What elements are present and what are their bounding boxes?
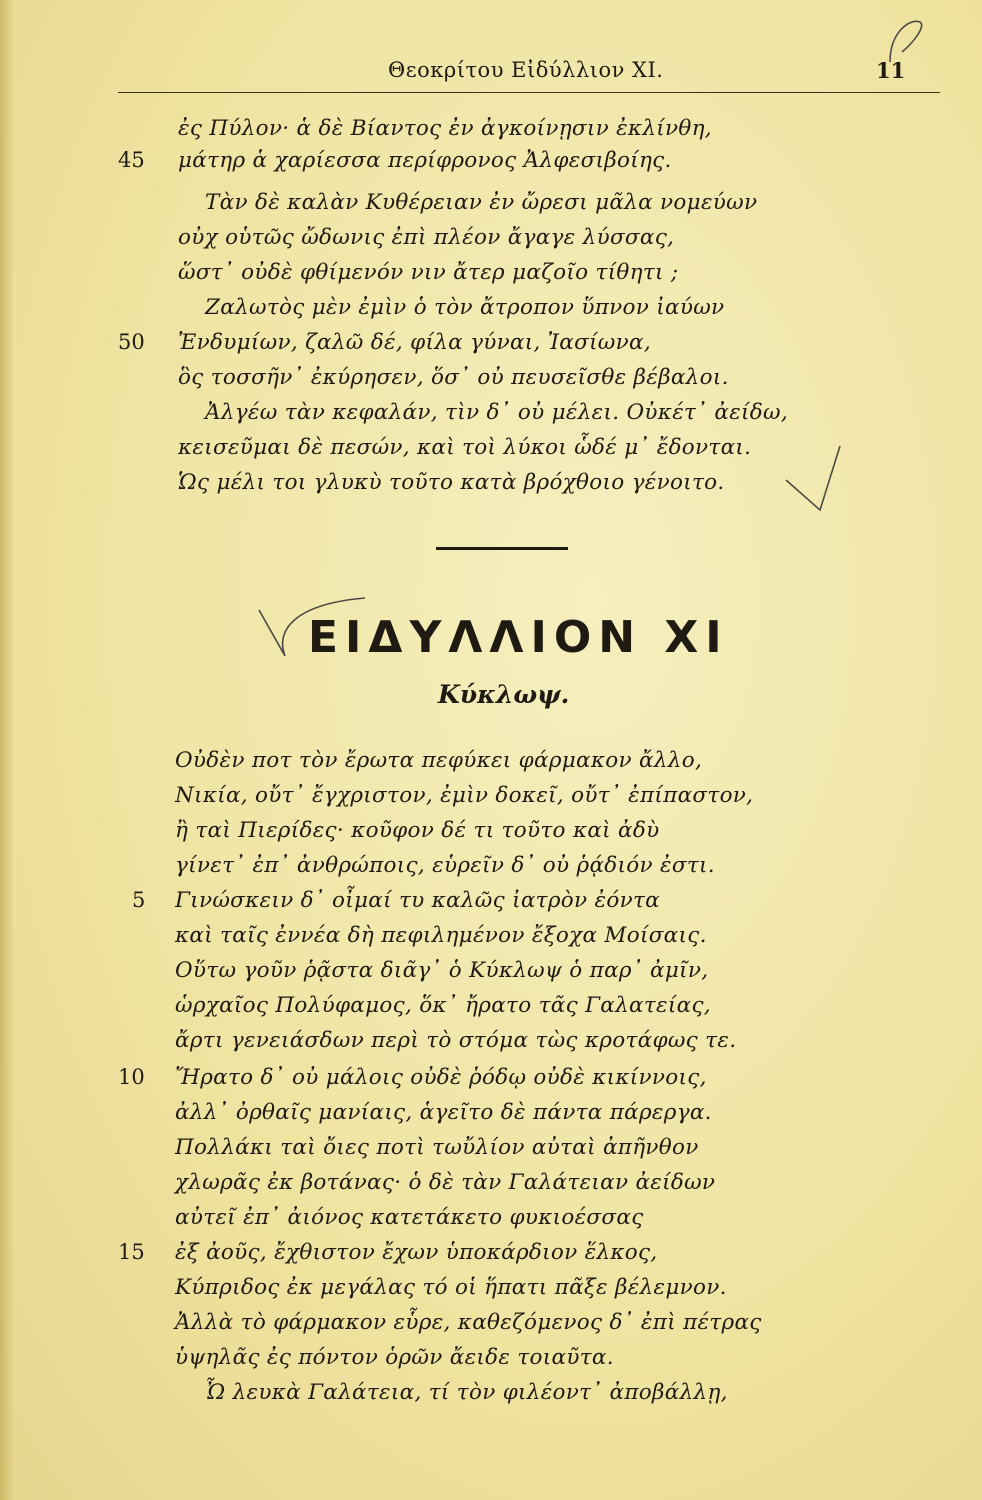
verse-line: Κύπριδος ἐκ μεγάλας τό οἱ ἥπατι πᾶξε βέλεμνον. [175,1275,727,1300]
verse-line: Ἐνδυμίων, ζαλῶ δέ, φίλα γύναι, Ἰασίωνα, [178,330,651,355]
verse-line: Οὐδὲν ποτ τὸν ἔρωτα πεφύκει φάρμακον ἄλλο, [175,748,703,773]
verse-line: ἐς Πύλον· ἁ δὲ Βίαντος ἐν ἀγκοίνῃσιν ἐκλίνθη, [178,116,712,141]
line-number: 5 [132,888,146,912]
verse-line: Ὦ λευκὰ Γαλάτεια, τί τὸν φιλέοντ᾽ ἀποβάλλῃ, [205,1380,728,1405]
verse-line: Ζαλωτὸς μὲν ἐμὶν ὁ τὸν ἄτροπον ὕπνον ἰαύων [205,295,725,320]
verse-line: χλωρᾶς ἐκ βοτάνας· ὁ δὲ τὰν Γαλάτειαν ἀείδων [175,1170,716,1195]
verse-line: ἢ ταὶ Πιερίδες· κοῦφον δέ τι τοῦτο καὶ ἀδὺ [175,818,660,843]
section-subtitle: Κύκλωψ. [438,680,570,709]
verse-line: Ὡς μέλι τοι γλυκὺ τοῦτο κατὰ βρόχθοιο γένοιτο. [178,470,725,495]
verse-line: Γινώσκειν δ᾽ οἶμαί τυ καλῶς ἰατρὸν ἐόντα [175,888,660,913]
pencil-bracket [255,590,375,670]
line-number: 45 [118,148,145,172]
verse-line: ὡρχαῖος Πολύφαμος, ὅκ᾽ ἤρατο τᾶς Γαλατείας, [175,993,711,1018]
verse-line: Πολλάκι ταὶ ὄιες ποτὶ τωὔλίον αὐταὶ ἀπῆνθον [175,1135,699,1160]
line-number: 15 [118,1240,145,1264]
verse-line: ἀλλ᾽ ὀρθαῖς μανίαις, ἁγεῖτο δὲ πάντα πάρεργα. [175,1100,712,1125]
verse-line: ὃς τοσσῆν᾽ ἐκύρησεν, ὅσ᾽ οὐ πευσεῖσθε βέβαλοι. [178,365,729,390]
verse-line: αὐτεῖ ἐπ᾽ ἀιόνος κατετάκετο φυκιοέσσας [175,1205,644,1230]
header-rule [118,92,940,93]
verse-line: Τὰν δὲ καλὰν Κυθέρειαν ἐν ὤρεσι μᾶλα νομεύων [205,190,758,215]
verse-line: ὑψηλᾶς ἐς πόντον ὁρῶν ἄειδε τοιαῦτα. [175,1345,614,1370]
verse-line: γίνετ᾽ ἐπ᾽ ἀνθρώποις, εὑρεῖν δ᾽ οὐ ῥᾴδιόν ἐστι. [175,853,715,878]
line-number: 50 [118,330,145,354]
verse-line: Ἀλγέω τὰν κεφαλάν, τὶν δ᾽ οὐ μέλει. Οὐκέτ᾽ ἀείδω, [205,400,789,425]
verse-line: κεισεῦμαι δὲ πεσών, καὶ τοὶ λύκοι ὧδέ μ᾽ ἔδονται. [178,435,752,460]
verse-line: Οὕτω γοῦν ῥᾷστα διᾶγ᾽ ὁ Κύκλωψ ὁ παρ᾽ ἀμῖν, [175,958,709,983]
line-number: 10 [118,1065,145,1089]
section-title: ΕΙΔΥΛΛΙΟΝ ΧΙ [308,612,729,663]
verse-line: Νικία, οὔτ᾽ ἔγχριστον, ἐμὶν δοκεῖ, οὔτ᾽ ἐπίπαστον, [175,783,754,808]
verse-line: ἐξ ἀοῦς, ἔχθιστον ἔχων ὑποκάρδιον ἕλκος, [175,1240,658,1265]
page-number: 11 [876,58,906,83]
running-header: Θεοκρίτου Εἰδύλλιον ΧΙ. [388,58,664,82]
verse-line: μάτηρ ἁ χαρίεσσα περίφρονος Ἀλφεσιβοίης. [178,148,672,173]
verse-line: οὐχ οὑτῶς ὤδωνις ἐπὶ πλέον ἄγαγε λύσσας, [178,225,675,250]
pencil-checkmark [780,440,850,520]
verse-line: καὶ ταῖς ἐννέα δὴ πεφιλημένον ἔξοχα Μοίσαις. [175,923,707,948]
page-edge-shadow [0,0,14,1500]
pencil-mark [880,12,930,72]
verse-line: ἄρτι γενειάσδων περὶ τὸ στόμα τὼς κροτάφως τε. [175,1028,737,1053]
verse-line: Ἤρατο δ᾽ οὐ μάλοις οὐδὲ ῥόδῳ οὐδὲ κικίννοις, [175,1065,707,1090]
verse-line: ὥστ᾽ οὐδὲ φθίμενόν νιν ἄτερ μαζοῖο τίθητι ; [178,260,679,285]
verse-line: Ἀλλὰ τὸ φάρμακον εὗρε, καθεζόμενος δ᾽ ἐπὶ πέτρας [175,1310,762,1335]
section-divider [436,547,568,550]
